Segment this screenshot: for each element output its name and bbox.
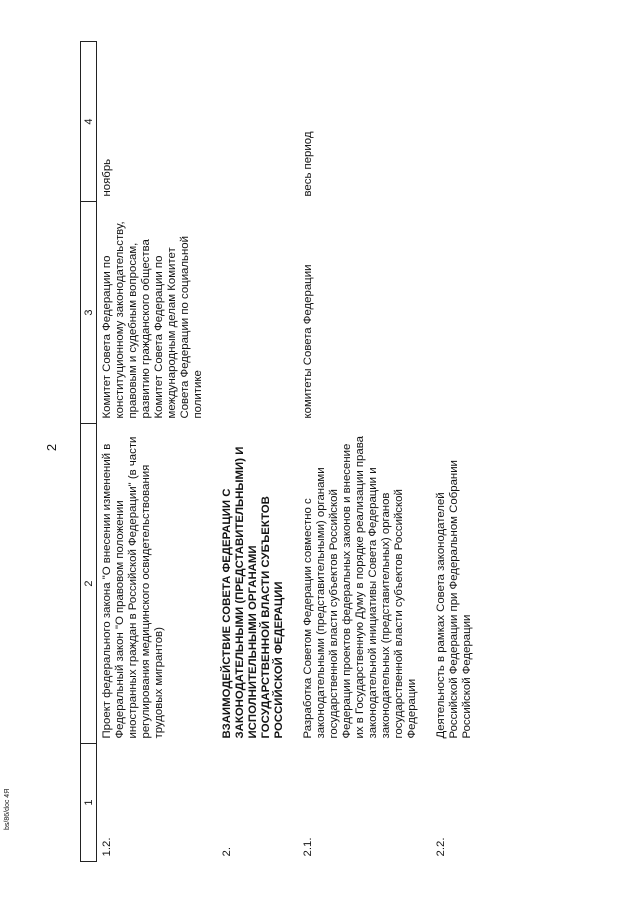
header-row [81, 42, 97, 862]
schedule-table [80, 41, 486, 862]
table-row [97, 42, 218, 862]
row-term [431, 42, 486, 202]
row-term: ноябрь [101, 158, 113, 197]
header-col-3: 3 [81, 202, 97, 424]
row-content: Разработка Советом Федерации совместно с законодательными (представительными) органами государственной власти субъектов Российской Федерации проектов федеральных законов и внесение их в Государственную Думу в порядке реализации права законодательной инициативы Совета Федерации и законодательных (представительных) органов государственной власти субъектов Российской Федерации [302, 436, 418, 739]
row-responsible [431, 202, 486, 424]
row-number: 2. [221, 847, 233, 857]
row-number: 2.1. [302, 837, 314, 857]
table-row [298, 42, 431, 862]
header-col-1: 1 [81, 744, 97, 862]
row-number: 2.2. [435, 837, 447, 857]
row-responsible: комитеты Совета Федерации [302, 264, 314, 419]
table-row [217, 42, 298, 862]
row-term [217, 42, 298, 202]
row-responsible: Комитет Совета Федерации по конституционному законодательству, правовым и судебным вопросам, развитию гражданского общества Комитет Совета Федерации по международным делам Комитет Совета Федерации по социальной политике [101, 221, 204, 419]
section-heading: ВЗАИМОДЕЙСТВИЕ СОВЕТА ФЕДЕРАЦИИ С ЗАКОНОДАТЕЛЬНЫМИ (ПРЕДСТАВИТЕЛЬНЫМИ) И ИСПОЛНИТЕЛЬНЫМИ ОРГАНАМИ ГОСУДАРСТВЕННОЙ ВЛАСТИ СУБЪЕКТОВ РОССИЙСКОЙ ФЕДЕРАЦИИ [221, 446, 285, 739]
row-number: 1.2. [101, 837, 113, 857]
header-col-2: 2 [81, 424, 97, 744]
footer-code: bs/86/doc 4Я [4, 788, 11, 830]
row-content: Деятельность в рамках Совета законодателей Российской Федерации при Федеральном Собрании Российской Федерации [435, 460, 473, 739]
rotated-table-container [80, 42, 473, 862]
row-term: весь период [302, 131, 314, 197]
table-row [431, 42, 486, 862]
row-responsible [217, 202, 298, 424]
row-content: Проект федерального закона "О внесении изменений в Федеральный закон "О правовом положении иностранных граждан в Российской Федерации" (в части регулирования медицинского освидетельствования трудовых мигрантов) [101, 436, 165, 739]
header-col-4: 4 [81, 42, 97, 202]
page-number: 2 [44, 443, 60, 452]
